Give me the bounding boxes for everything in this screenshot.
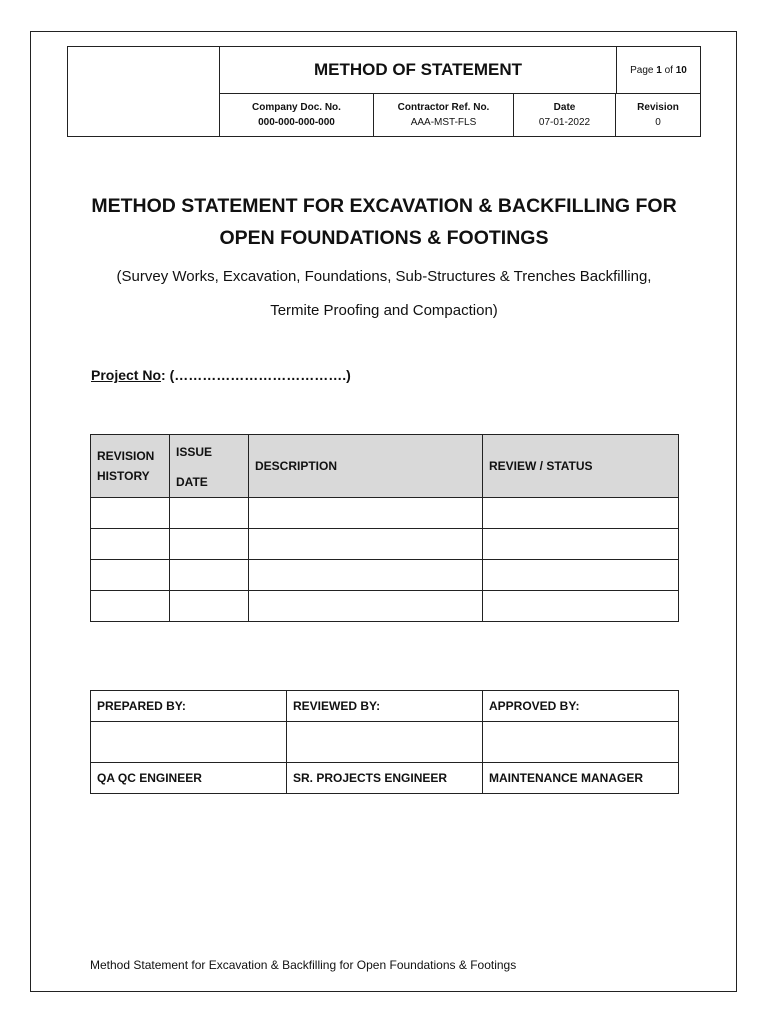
role-row (91, 763, 679, 794)
document-title-line1: METHOD STATEMENT FOR EXCAVATION & BACKFILLING FOR (91, 195, 677, 217)
document-subtitle-line1: (Survey Works, Excavation, Foundations, Sub-Structures & Trenches Backfilling, (116, 268, 652, 285)
company-doc-label: Company Doc. No. (252, 102, 341, 113)
table-cell[interactable] (249, 498, 483, 529)
prepared-signature-cell[interactable] (91, 722, 287, 763)
table-row (91, 498, 679, 529)
review-status-header: REVIEW / STATUS (483, 435, 679, 498)
table-cell[interactable] (483, 560, 679, 591)
contractor-ref-label: Contractor Ref. No. (397, 102, 490, 113)
page-footer: Method Statement for Excavation & Backfilling for Open Foundations & Footings (90, 958, 517, 972)
approved-signature-cell[interactable] (483, 722, 679, 763)
table-row (91, 591, 679, 622)
table-row (91, 560, 679, 591)
page-of: of (664, 64, 673, 76)
issue-header-line2: DATE (176, 475, 208, 489)
date-cell (514, 94, 616, 136)
revision-history-header: REVISION HISTORY (91, 435, 170, 498)
table-cell[interactable] (170, 560, 249, 591)
description-header: DESCRIPTION (249, 435, 483, 498)
prepared-by-label: PREPARED BY: (91, 691, 287, 722)
date-value: 07-01-2022 (538, 117, 591, 128)
reviewed-by-label: REVIEWED BY: (287, 691, 483, 722)
signature-row (91, 722, 679, 763)
table-cell[interactable] (91, 529, 170, 560)
table-row (91, 529, 679, 560)
reviewed-signature-cell[interactable] (287, 722, 483, 763)
contractor-ref-value: AAA-MST-FLS (410, 117, 477, 128)
revision-value: 0 (655, 117, 661, 128)
revision-history-table (90, 434, 679, 622)
issue-date-header (170, 435, 249, 498)
date-label: Date (553, 102, 576, 113)
approved-by-label: APPROVED BY: (483, 691, 679, 722)
project-number (91, 367, 351, 383)
page-current: 1 (656, 64, 662, 76)
table-cell[interactable] (249, 529, 483, 560)
revision-cell (616, 94, 700, 136)
reviewed-role: SR. PROJECTS ENGINEER (287, 763, 483, 794)
table-cell[interactable] (483, 529, 679, 560)
table-cell[interactable] (483, 591, 679, 622)
document-header (67, 46, 701, 137)
page-indicator (616, 47, 700, 94)
project-value: : (……………………………….) (161, 367, 351, 383)
document-title (60, 190, 708, 254)
logo-cell (68, 47, 220, 136)
page-total: 10 (675, 64, 687, 76)
table-cell[interactable] (91, 560, 170, 591)
project-label: Project No (91, 367, 162, 383)
table-cell[interactable] (91, 498, 170, 529)
table-cell[interactable] (249, 591, 483, 622)
document-subtitle (60, 260, 708, 328)
header-title: METHOD OF STATEMENT (220, 47, 616, 94)
table-cell[interactable] (91, 591, 170, 622)
prepared-role: QA QC ENGINEER (91, 763, 287, 794)
contractor-ref-cell (374, 94, 514, 136)
approved-role: MAINTENANCE MANAGER (483, 763, 679, 794)
table-cell[interactable] (170, 591, 249, 622)
table-cell[interactable] (170, 529, 249, 560)
company-doc-value: 000-000-000-000 (258, 117, 335, 128)
table-cell[interactable] (483, 498, 679, 529)
issue-header-line1: ISSUE (176, 445, 213, 459)
page-label: Page (630, 64, 654, 76)
table-header-row (91, 435, 679, 498)
signature-table (90, 690, 679, 794)
revision-label: Revision (637, 102, 679, 113)
table-cell[interactable] (249, 560, 483, 591)
document-subtitle-line2: Termite Proofing and Compaction) (270, 302, 498, 319)
table-cell[interactable] (170, 498, 249, 529)
company-doc-cell (220, 94, 374, 136)
document-title-line2: OPEN FOUNDATIONS & FOOTINGS (219, 227, 549, 249)
signature-header-row (91, 691, 679, 722)
